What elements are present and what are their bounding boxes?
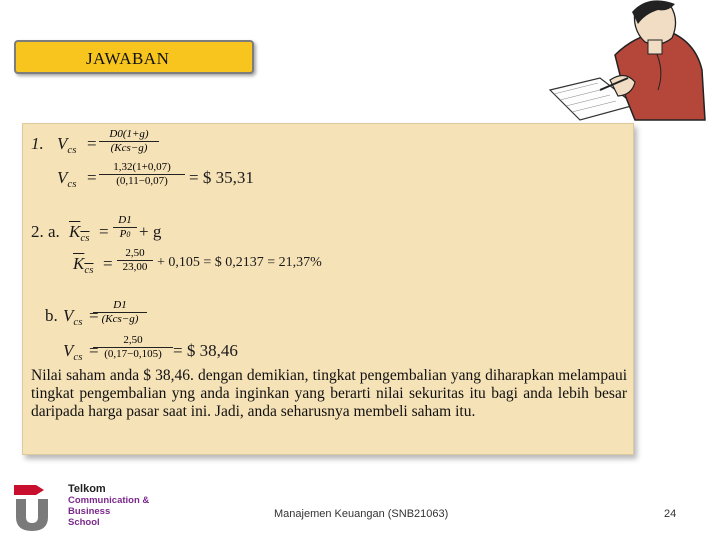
q1b-fraction [99, 161, 185, 188]
q2b-equals: = [89, 306, 99, 325]
q1b-vcs: $V_{cs}$ [57, 168, 77, 190]
q1-number: 1. [31, 134, 44, 153]
q2b2-equals: = [89, 341, 99, 360]
q1b-denominator: (0,11−0,07) [116, 175, 168, 187]
course-footer: Manajemen Keuangan (SNB21063) [274, 508, 449, 520]
answer-panel [22, 123, 634, 455]
q2a-k: $K_{cs}$ [69, 222, 90, 244]
q2a-numerator: D1 [113, 214, 137, 228]
q2a2-equals: = [103, 254, 113, 273]
q1-equals: = [87, 134, 97, 153]
q1-vcs: $V_{cs}$ [57, 134, 77, 156]
q2b2-vcs: $V_{cs}$ [63, 341, 83, 363]
q2a2-denominator: 23,00 [122, 261, 148, 273]
q1-fraction [99, 128, 159, 155]
q2b-vcs: $V_{cs}$ [63, 306, 83, 328]
q2a-equals: = [99, 222, 109, 241]
q2b-label: b. [45, 306, 58, 325]
q1b-result: = $ 35,31 [189, 168, 254, 187]
logo-line-telkom: Telkom [68, 483, 106, 495]
q2a2-k: $K_{cs}$ [73, 254, 94, 276]
logo-line-school: School [68, 517, 100, 528]
page-number: 24 [664, 508, 677, 520]
slide-title: JAWABAN [86, 49, 170, 68]
q2b2-result: = $ 38,46 [173, 341, 238, 360]
q2b-fraction [93, 299, 147, 326]
q2a2-rest: + 0,105 = $ 0,2137 = 21,37% [157, 255, 322, 270]
q2a-label: 2. a. [31, 222, 60, 241]
q1b-equals: = [87, 168, 97, 187]
q2b2-fraction [93, 334, 173, 361]
q2a2-numerator: 2,50 [117, 247, 153, 261]
q1-denominator: (Kcs−g) [110, 142, 148, 154]
title-box [14, 40, 254, 74]
q2b-denominator: (Kcs−g) [101, 313, 139, 325]
conclusion-paragraph: Nilai saham anda $ 38,46. dengan demikian, tingkat pengembalian yang diharapkan melampaui tingkat pengembalian yng anda inginkan yang berarti nilai sekuritas itu bagi anda lebih besar daripada harga pasar saat ini. Jadi, anda seharusnya membeli saham itu. [31, 367, 627, 420]
logo-line-communication: Communication & [68, 495, 150, 506]
q2b2-numerator: 2,50 [93, 334, 173, 348]
telkom-logo [14, 483, 154, 533]
q2b-numerator: D1 [93, 299, 147, 313]
q2b2-denominator: (0,17−0,105) [104, 348, 162, 360]
q2a-plus-g: + g [139, 222, 162, 241]
writing-man-illustration [540, 0, 710, 125]
q1b-numerator: 1,32(1+0,07) [99, 161, 185, 175]
logo-line-business: Business [68, 506, 111, 517]
q2a2-fraction [117, 247, 153, 274]
q1-numerator: D0(1+g) [99, 128, 159, 142]
q2a-fraction [113, 214, 137, 241]
q2a-denominator: P0 [119, 228, 131, 240]
telkom-logo-icon [14, 483, 64, 533]
